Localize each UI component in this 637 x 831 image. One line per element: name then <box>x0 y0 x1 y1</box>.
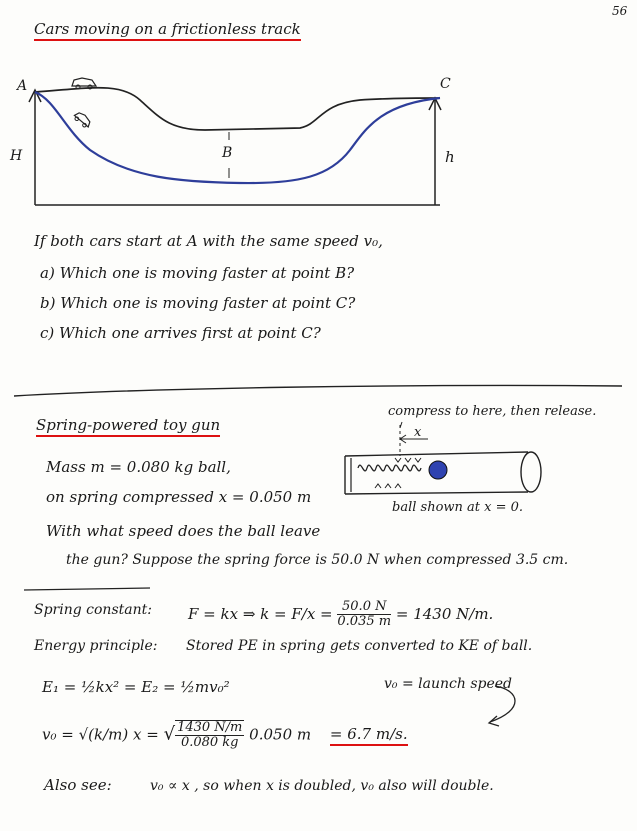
question-spring-force: the gun? Suppose the spring force is 50.0 N when compressed 3.5 cm. <box>66 552 569 568</box>
height-h-small-label: h <box>445 148 455 166</box>
spring-fraction-den: 0.035 m <box>337 614 392 630</box>
gun-diagram <box>345 422 541 494</box>
question-a: a) Which one is moving faster at point B? <box>40 264 355 282</box>
divider-2 <box>24 588 150 590</box>
section2-title: Spring-powered toy gun <box>36 416 220 437</box>
also-see-label: Also see: <box>44 776 112 794</box>
x-label: x <box>414 425 422 440</box>
deep-track <box>35 92 440 183</box>
car-top <box>72 78 96 89</box>
compress-note: compress to here, then release. <box>388 404 597 419</box>
speed-equation: v₀ = √(k/m) x = √ $\frac{1430 N/m}{0.080 kg}$ 0.050 m = 6.7 m/s. <box>42 720 408 751</box>
spring-equation <box>188 600 493 630</box>
energy-text: Stored PE in spring gets converted to KE of ball. <box>186 638 533 654</box>
speed-fraction-num: 1430 N/m <box>177 720 243 735</box>
speed-sqrt: √(k/m) x = <box>78 725 159 744</box>
spring-result: = 1430 N/m. <box>395 604 494 623</box>
speed-fraction <box>175 720 244 751</box>
given-compression: on spring compressed x = 0.050 m <box>46 488 312 506</box>
shallow-track <box>35 88 440 130</box>
question-speed: With what speed does the ball leave <box>46 522 321 540</box>
energy-equation: E₁ = ½kx² = E₂ = ½mv₀² <box>42 678 230 696</box>
point-c-label: C <box>440 76 451 92</box>
spring-constant-label: Spring constant: <box>34 602 152 618</box>
point-a-label: A <box>17 78 28 94</box>
spring-eq-text: F = kx ⇒ k = F/x = <box>188 604 333 623</box>
launch-speed-note: v₀ = launch speed <box>384 676 512 692</box>
speed-result: = 6.7 m/s. <box>330 725 408 746</box>
speed-lhs: v₀ = <box>42 725 74 744</box>
ball-note: ball shown at x = 0. <box>392 500 524 515</box>
question-intro: If both cars start at A with the same speed v₀, <box>34 232 383 250</box>
question-b: b) Which one is moving faster at point C? <box>40 294 356 312</box>
car-slope <box>73 110 93 129</box>
divider-1 <box>14 385 622 396</box>
point-b-label: B <box>222 145 233 161</box>
section1-title: Cars moving on a frictionless track <box>34 20 301 41</box>
energy-label: Energy principle: <box>34 638 158 654</box>
speed-fraction-den: 0.080 kg <box>180 735 239 751</box>
spring-fraction <box>337 600 391 630</box>
given-mass: Mass m = 0.080 kg ball, <box>46 458 231 476</box>
also-see-text: v₀ ∝ x , so when x is doubled, v₀ also will double. <box>150 778 494 794</box>
speed-x-value: 0.050 m <box>249 725 312 744</box>
spring-fraction-num: 50.0 N <box>337 600 391 615</box>
question-c: c) Which one arrives first at point C? <box>40 324 321 342</box>
height-h-big-label: H <box>10 148 23 164</box>
page-number: 56 <box>612 4 628 18</box>
